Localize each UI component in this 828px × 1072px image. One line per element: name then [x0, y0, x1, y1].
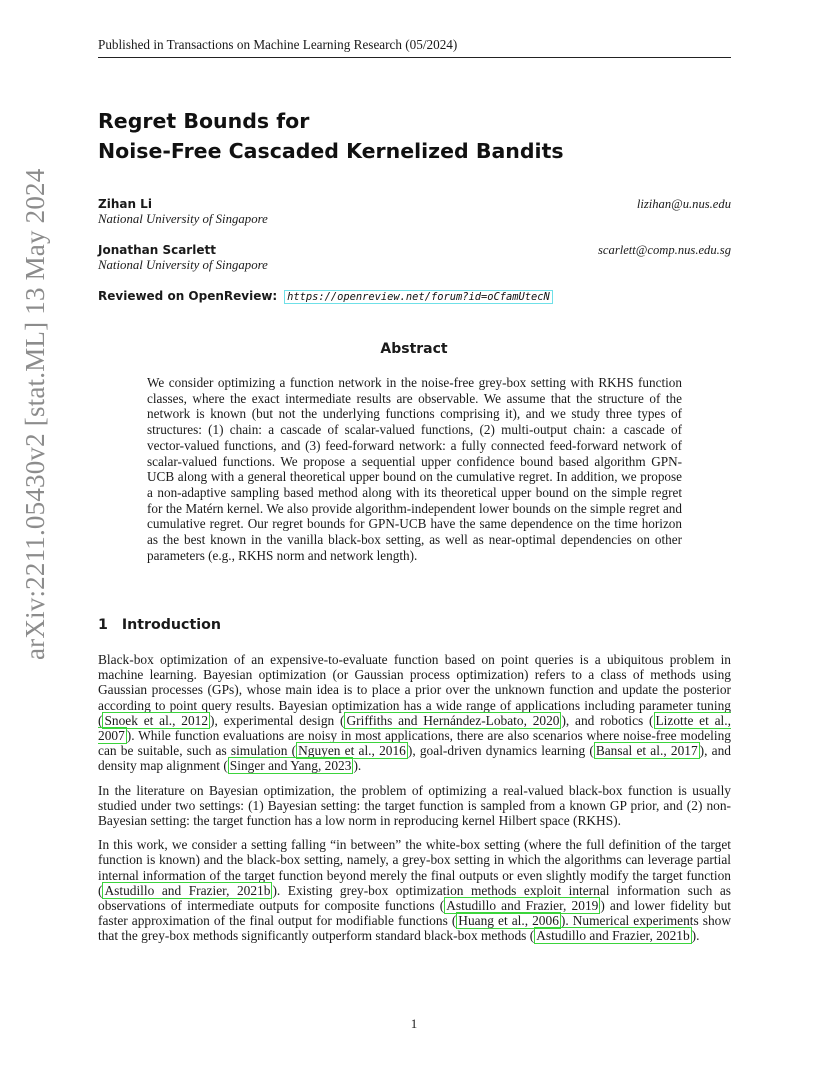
intro-paragraph-3 [98, 837, 731, 943]
citation-link[interactable]: Griffiths and Hernández-Lobato, 2020 [346, 712, 560, 728]
citation-link[interactable]: Bansal et al., 2017 [595, 743, 698, 759]
citation-authors: Astudillo and Frazier [536, 928, 650, 944]
abstract-heading: Abstract [380, 341, 448, 357]
introduction-body [98, 652, 731, 953]
openreview-link[interactable]: https://openreview.net/forum?id=oCfamUtecN [284, 290, 553, 304]
citation-year: 2016 [379, 743, 406, 759]
citation-authors: Bansal et al. [595, 743, 664, 759]
paper-title-line-1: Regret Bounds for [98, 109, 310, 133]
paper-title [98, 106, 564, 166]
review-line [98, 289, 553, 303]
paper-title-line-2: Noise-Free Cascaded Kernelized Bandits [98, 139, 564, 163]
author-block-1 [98, 197, 731, 227]
paragraph-text: ), goal-driven dynamics learning ( [407, 743, 594, 759]
section-heading [98, 617, 221, 633]
citation-year: 2007 [98, 728, 125, 744]
paragraph-text: ), and density map alignment ( [98, 743, 731, 774]
paragraph-text: In this work, we consider a setting falling “in between” the white-box setting (where the full definition of the target function is known) and the black-box setting, namely, a grey-box setting in which the algorithms can leverage partial internal information of the target function beyond merely the final outputs or even slightly modify the target function ( [98, 837, 731, 898]
author-affiliation: National University of Singapore [98, 258, 268, 272]
citation-year: 2019 [571, 898, 599, 914]
paragraph-text: ). While function evaluations are noisy in most applications, there are also scenarios where noise-free modeling can be suitable, such as simulation ( [98, 728, 731, 759]
paragraph-text: ). [353, 758, 362, 774]
citation-year: 2021b [236, 882, 271, 898]
paragraph-text: ). Numerical experiments show that the grey-box methods significantly outperform standard black-box methods ( [98, 913, 732, 944]
citation-link[interactable]: Astudillo and Frazier, 2021b [536, 928, 690, 944]
abstract-text: We consider optimizing a function network in the noise-free grey-box setting with RKHS function classes, where the exact intermediate results are observable. We assume that the structure of the network is known (but not the underlying functions comprising it), and we study three types of structures: (1) chain: a cascade of scalar-valued functions, (2) multi-output chain: a cascade of vector-valued functions, and (3) feed-forward network: a fully connected feed-forward network of scalar-valued functions. We propose a sequential upper confidence bound based algorithm GPN-UCB along with a general theoretical upper bound on the cumulative regret. In addition, we propose a non-adaptive sampling based method along with its theoretical upper bound on the simple regret for the Matérn kernel. We also provide algorithm-independent lower bounds on the simple regret and cumulative regret. Our regret bounds for GPN-UCB have the same dependence on the time horizon as the best known in the vanilla black-box setting, as well as near-optimal dependencies on other parameters (e.g., RKHS norm and network length). [147, 375, 682, 563]
author-affiliation: National University of Singapore [98, 212, 268, 226]
paragraph-text: ), and robotics ( [561, 712, 654, 728]
section-number: 1 [98, 617, 108, 633]
intro-paragraph-2: In the literature on Bayesian optimization, the problem of optimizing a real-valued black-box function is usually studied under two settings: (1) Bayesian setting: the target function is sampled from a known GP prior, and (2) non-Bayesian setting: the target function has a low norm in reproducing kernel Hilbert space (RKHS). [98, 782, 731, 829]
arxiv-identifier: arXiv:2211.05430v2 [stat.ML] 13 May 2024 [20, 168, 50, 660]
citation-link[interactable]: Singer and Yang, 2023 [229, 758, 352, 774]
author-name: Jonathan Scarlett [98, 243, 216, 257]
author-email[interactable]: scarlett@comp.nus.edu.sg [598, 243, 731, 257]
citation-authors: Griffiths and Hernández-Lobato [346, 712, 524, 728]
citation-link[interactable]: Lizotte et al., 2007 [98, 712, 731, 744]
running-header: Published in Transactions on Machine Learning Research (05/2024) [98, 37, 731, 58]
review-label: Reviewed on OpenReview: [98, 289, 278, 303]
citation-authors: Nguyen et al. [298, 743, 372, 759]
citation-year: 2012 [181, 712, 209, 728]
author-name: Zihan Li [98, 197, 152, 211]
paragraph-text: ). [691, 928, 700, 944]
citation-authors: Snoek et al. [104, 712, 173, 728]
paragraph-text: ), experimental design ( [210, 712, 345, 728]
author-block-2 [98, 243, 731, 273]
citation-authors: Astudillo and Frazier [446, 898, 564, 914]
citation-link[interactable]: Huang et al., 2006 [458, 913, 559, 929]
paragraph-text: Black-box optimization of an expensive-to-evaluate function based on point queries is a ubiquitous problem in machine learning. Bayesian optimization (or Gaussian process optimization) refers to a class of methods using Gaussian processes (GPs), whose main idea is to place a prior over the unknown function and update the posterior according to point query results. Bayesian optimization has a wide range of applications including parameter tuning ( [98, 652, 731, 728]
citation-authors: Lizotte et al. [655, 712, 728, 728]
page-number: 1 [410, 1016, 418, 1031]
citation-year: 2006 [532, 913, 559, 929]
citation-authors: Astudillo and Frazier [104, 882, 227, 898]
citation-year: 2021b [656, 928, 690, 944]
section-title: Introduction [121, 617, 221, 633]
intro-paragraph-1 [98, 652, 731, 774]
citation-link[interactable]: Astudillo and Frazier, 2019 [446, 898, 599, 914]
citation-authors: Huang et al. [458, 913, 525, 929]
citation-link[interactable]: Nguyen et al., 2016 [298, 743, 406, 759]
paragraph-text: ). Existing grey-box optimization methods exploit internal information such as observations of intermediate outputs for composite functions ( [98, 882, 731, 914]
citation-link[interactable]: Astudillo and Frazier, 2021b [104, 882, 271, 898]
citation-year: 2020 [532, 712, 560, 728]
paragraph-text: ) and lower fidelity but faster approximation of the final output for modifiable functions ( [98, 898, 731, 929]
author-email[interactable]: lizihan@u.nus.edu [636, 197, 731, 211]
citation-link[interactable]: Snoek et al., 2012 [104, 712, 209, 728]
citation-year: 2017 [670, 743, 698, 759]
